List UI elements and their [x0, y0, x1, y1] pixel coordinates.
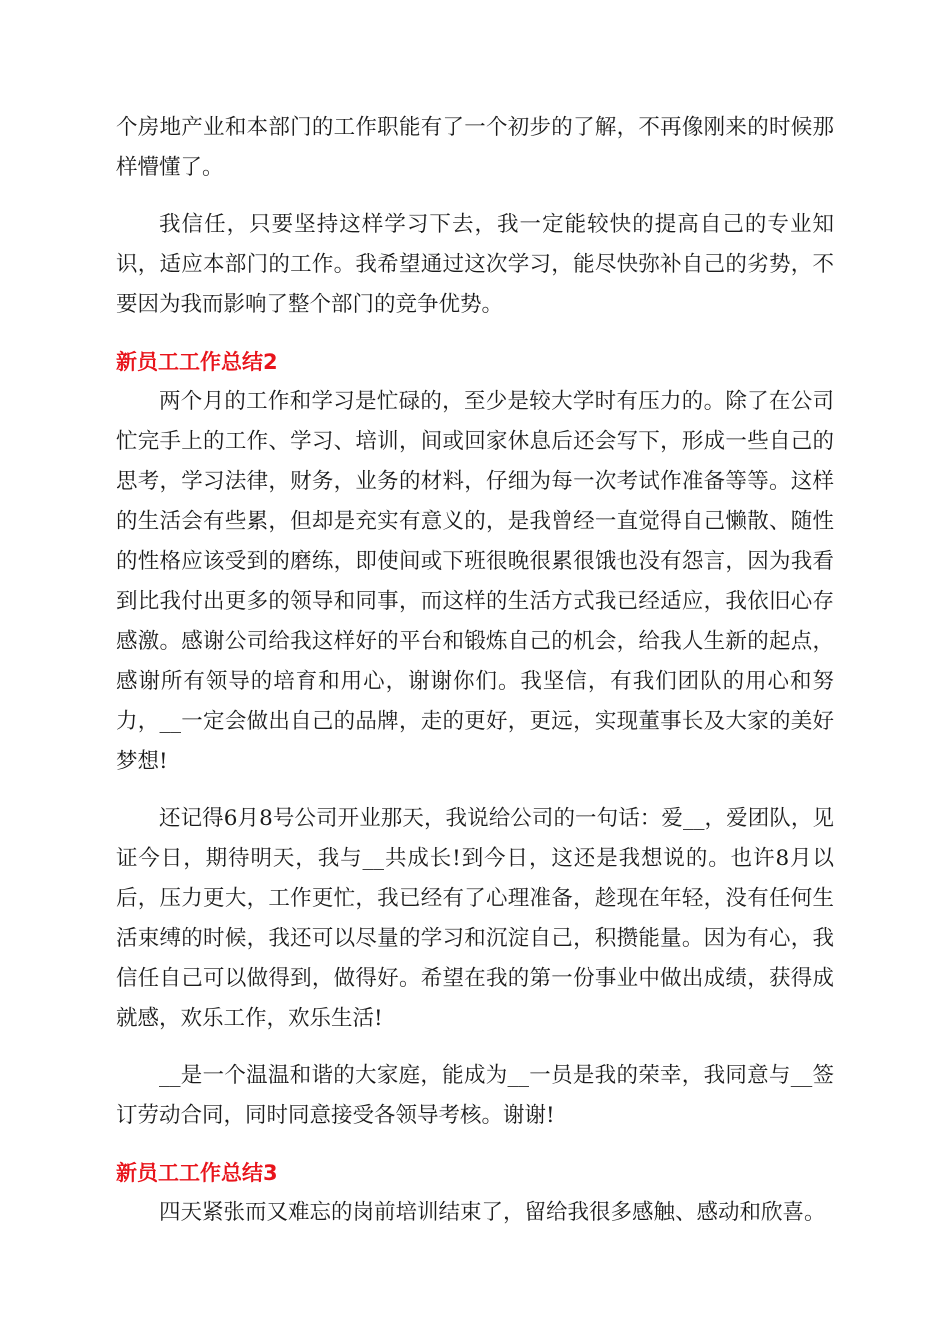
paragraph: 两个月的工作和学习是忙碌的，至少是较大学时有压力的。除了在公司忙完手上的工作、学习、培训，间或回家休息后还会写下，形成一些自己的思考，学习法律，财务，业务的材料，仔细为每一次考试作准备等等。这样的生活会有些累，但却是充实有意义的，是我曾经一直觉得自己懒散、随性的性格应该受到的磨练，即使间或下班很晚很累很饿也没有怨言，因为我看到比我付出更多的领导和同事，而这样的生活方式我已经适应，我依旧心存感激。感谢公司给我这样好的平台和锻炼自己的机会，给我人生新的起点，感谢所有领导的培育和用心，谢谢你们。我坚信，有我们团队的用心和努力，__一定会做出自己的品牌，走的更好，更远，实现董事长及大家的美好梦想! — [116, 389, 834, 774]
section-heading-2: 新员工工作总结2 — [116, 350, 278, 374]
section-heading-3: 新员工工作总结3 — [116, 1161, 278, 1185]
paragraph: __是一个温温和谐的大家庭，能成为__一员是我的荣幸，我同意与__签订劳动合同，同时同意接受各领导考核。谢谢! — [116, 1063, 834, 1128]
paragraph: 还记得6月8号公司开业那天，我说给公司的一句话：爱__，爱团队，见证今日，期待明天，我与__共成长!到今日，这还是我想说的。也许8月以后，压力更大，工作更忙，我已经有了心理准备，趁现在年轻，没有任何生活束缚的时候，我还可以尽量的学习和沉淀自己，积攒能量。因为有心，我信任自己可以做得到，做得好。希望在我的第一份事业中做出成绩，获得成就感，欢乐工作，欢乐生活! — [116, 806, 834, 1031]
document-page — [116, 108, 834, 1250]
paragraph: 四天紧张而又难忘的岗前培训结束了，留给我很多感触、感动和欣喜。 — [159, 1200, 826, 1225]
paragraph: 我信任，只要坚持这样学习下去，我一定能较快的提高自己的专业知识，适应本部门的工作。我希望通过这次学习，能尽快弥补自己的劣势，不要因为我而影响了整个部门的竞争优势。 — [116, 212, 834, 317]
paragraph-continuation: 个房地产业和本部门的工作职能有了一个初步的了解，不再像刚来的时候那样懵懂了。 — [116, 115, 834, 180]
